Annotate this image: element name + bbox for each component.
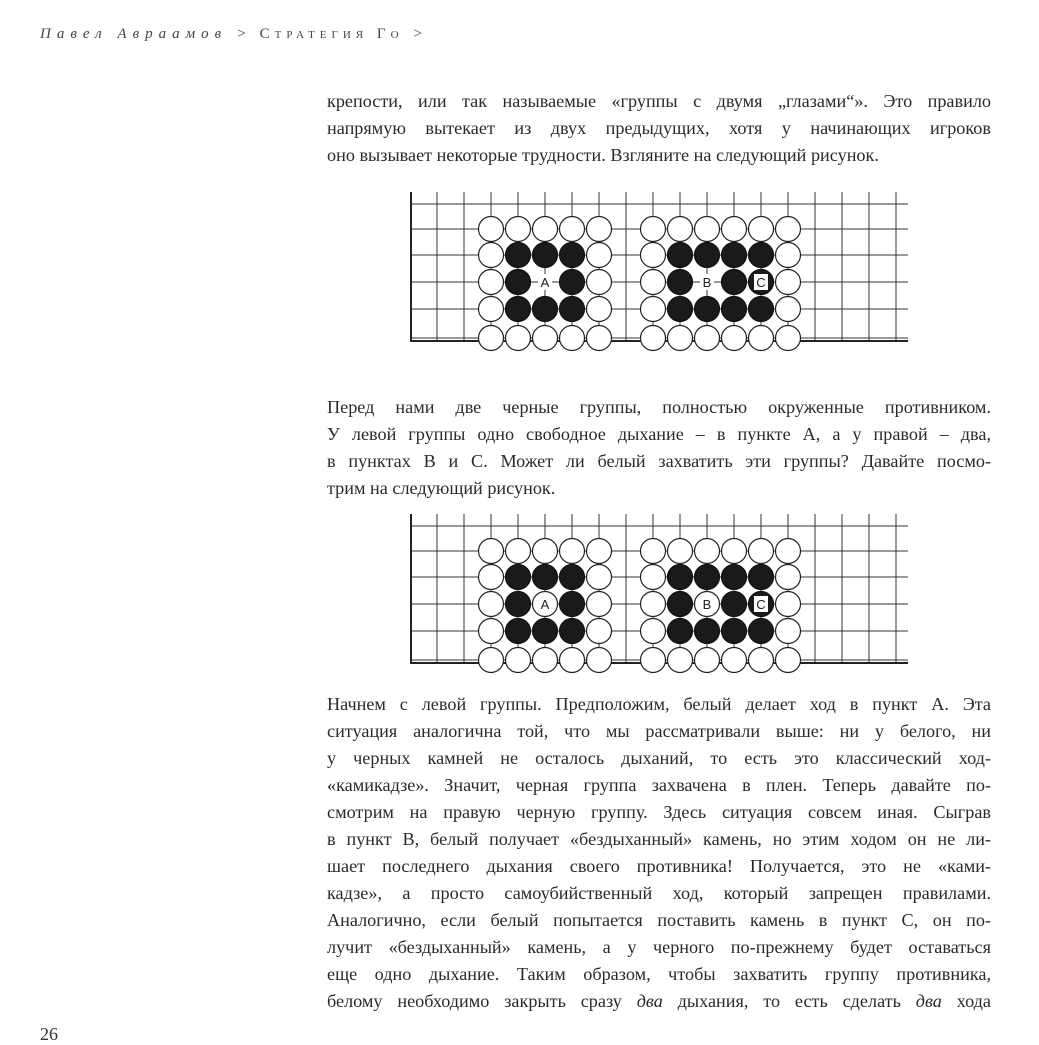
header-separator: > <box>237 26 246 42</box>
white-stone <box>749 326 774 351</box>
white-stone <box>641 217 666 242</box>
white-stone <box>641 565 666 590</box>
white-stone <box>533 648 558 673</box>
text-line: напрямую вытекает из двух предыдущих, хотя у начинающих игроков <box>327 118 991 138</box>
white-stone <box>776 243 801 268</box>
white-stone <box>749 217 774 242</box>
black-stone <box>749 243 774 268</box>
point-label-a: А <box>540 597 550 612</box>
white-stone <box>479 592 504 617</box>
white-stone <box>641 539 666 564</box>
white-stone <box>776 326 801 351</box>
white-stone <box>722 539 747 564</box>
black-stone <box>668 619 693 644</box>
white-stone <box>560 539 585 564</box>
black-stone <box>722 270 747 295</box>
white-stone <box>479 297 504 322</box>
point-label-c: С <box>756 275 766 290</box>
white-stone <box>776 648 801 673</box>
text-line: в пункт В, белый получает «бездыханный» камень, но этим ходом он не ли- <box>327 829 991 849</box>
white-stone <box>641 592 666 617</box>
white-stone <box>695 217 720 242</box>
text-line: ситуация аналогична той, что мы рассматривали выше: ни у белого, ни <box>327 721 991 741</box>
text-line: лучит «бездыханный» камень, а у черного по-прежнему будет оставаться <box>327 937 991 957</box>
white-stone <box>479 217 504 242</box>
black-stone <box>560 565 585 590</box>
running-header <box>40 26 436 43</box>
white-stone <box>641 243 666 268</box>
white-stone <box>749 539 774 564</box>
black-stone <box>560 297 585 322</box>
white-stone <box>533 217 558 242</box>
white-stone <box>695 326 720 351</box>
black-stone <box>668 297 693 322</box>
white-stone <box>479 270 504 295</box>
black-stone <box>506 592 531 617</box>
black-stone <box>533 297 558 322</box>
white-stone <box>641 619 666 644</box>
black-stone <box>695 243 720 268</box>
white-stone <box>533 326 558 351</box>
text-segment: дыхания, то есть сделать <box>662 991 916 1011</box>
white-stone <box>722 217 747 242</box>
black-stone <box>668 565 693 590</box>
black-stone <box>749 297 774 322</box>
text-line: трим на следующий рисунок. <box>327 478 556 498</box>
white-stone <box>587 619 612 644</box>
text-line: крепости, или так называемые «группы с двумя „глазами“». Это правило <box>327 91 991 111</box>
text-line: у черных камней не осталось дыханий, то есть это классический ход- <box>327 748 991 768</box>
white-stone <box>533 539 558 564</box>
black-stone <box>695 619 720 644</box>
white-stone <box>776 619 801 644</box>
emphasis: два <box>915 991 942 1011</box>
white-stone <box>776 297 801 322</box>
text-line: Перед нами две черные группы, полностью окруженные противником. <box>327 397 991 417</box>
black-stone <box>722 619 747 644</box>
black-stone <box>560 270 585 295</box>
text-line: еще одно дыхание. Таким образом, чтобы захватить группу противника, <box>327 964 991 984</box>
white-stone <box>776 217 801 242</box>
white-stone <box>587 539 612 564</box>
white-stone <box>506 539 531 564</box>
white-stone <box>776 565 801 590</box>
black-stone <box>749 565 774 590</box>
white-stone <box>587 326 612 351</box>
black-stone <box>506 243 531 268</box>
paragraph-2 <box>327 394 991 502</box>
page-number: 26 <box>40 1024 58 1044</box>
white-stone <box>668 326 693 351</box>
stones <box>479 539 801 673</box>
text-line: Начнем с левой группы. Предположим, белый делает ход в пункт А. Эта <box>327 694 991 714</box>
header-separator: > <box>413 26 422 42</box>
black-stone <box>560 243 585 268</box>
white-stone <box>695 539 720 564</box>
black-stone <box>695 565 720 590</box>
black-stone <box>668 243 693 268</box>
white-stone <box>641 648 666 673</box>
text-line: У левой группы одно свободное дыхание – в пункте А, а у правой – два, <box>327 424 991 444</box>
black-stone <box>506 619 531 644</box>
black-stone <box>722 297 747 322</box>
white-stone <box>776 270 801 295</box>
white-stone <box>587 592 612 617</box>
white-stone <box>479 565 504 590</box>
point-label-b: В <box>702 275 712 290</box>
text-line: в пунктах В и С. Может ли белый захватить эти группы? Давайте посмо- <box>327 451 991 471</box>
black-stone <box>533 619 558 644</box>
white-stone <box>587 217 612 242</box>
black-stone <box>506 297 531 322</box>
text-line: кадзе», а просто самоубийственный ход, который запрещен правилами. <box>327 883 991 903</box>
black-stone <box>560 592 585 617</box>
white-stone <box>479 648 504 673</box>
black-stone <box>506 270 531 295</box>
white-stone <box>587 297 612 322</box>
white-stone <box>560 326 585 351</box>
text-segment: хода <box>941 991 991 1011</box>
black-stone <box>506 565 531 590</box>
white-stone <box>587 565 612 590</box>
white-stone <box>587 243 612 268</box>
black-stone <box>749 619 774 644</box>
black-stone <box>668 592 693 617</box>
black-stone <box>668 270 693 295</box>
black-stone <box>533 565 558 590</box>
text-line <box>327 988 991 1015</box>
white-stone <box>560 217 585 242</box>
black-stone <box>695 297 720 322</box>
point-label-c: С <box>756 597 766 612</box>
black-stone <box>722 565 747 590</box>
point-label-b: В <box>702 597 712 612</box>
white-stone <box>668 539 693 564</box>
text-segment: белому необходимо закрыть сразу <box>327 991 637 1011</box>
paragraph-1 <box>327 88 991 169</box>
white-stone <box>722 648 747 673</box>
text-line: «камикадзе». Значит, черная группа захвачена в плен. Теперь давайте по- <box>327 775 991 795</box>
white-stone <box>776 592 801 617</box>
white-stone <box>506 326 531 351</box>
white-stone <box>695 648 720 673</box>
text-line: оно вызывает некоторые трудности. Взгляните на следующий рисунок. <box>327 145 879 165</box>
white-stone <box>776 539 801 564</box>
go-diagram-1 <box>410 192 908 354</box>
text-line: смотрим на правую черную группу. Здесь ситуация совсем иная. Сыграв <box>327 802 991 822</box>
black-stone <box>533 243 558 268</box>
white-stone <box>587 270 612 295</box>
white-stone <box>641 297 666 322</box>
header-author: Павел Авраамов <box>40 26 228 42</box>
white-stone <box>560 648 585 673</box>
white-stone <box>587 648 612 673</box>
white-stone <box>506 648 531 673</box>
white-stone <box>479 243 504 268</box>
white-stone <box>668 648 693 673</box>
black-stone <box>722 243 747 268</box>
stones <box>479 217 801 351</box>
white-stone <box>479 539 504 564</box>
white-stone <box>641 270 666 295</box>
text-line: шает последнего дыхания своего противника! Получается, это не «ками- <box>327 856 991 876</box>
white-stone <box>641 326 666 351</box>
white-stone <box>479 619 504 644</box>
go-diagram-2 <box>410 514 908 676</box>
white-stone <box>749 648 774 673</box>
text-line: Аналогично, если белый попытается поставить камень в пункт С, он по- <box>327 910 991 930</box>
point-label-a: А <box>540 275 550 290</box>
black-stone <box>560 619 585 644</box>
emphasis: два <box>636 991 663 1011</box>
header-book-title: Стратегия Го <box>259 26 404 42</box>
white-stone <box>722 326 747 351</box>
white-stone <box>506 217 531 242</box>
white-stone <box>479 326 504 351</box>
black-stone <box>722 592 747 617</box>
paragraph-3 <box>327 691 991 1015</box>
white-stone <box>668 217 693 242</box>
